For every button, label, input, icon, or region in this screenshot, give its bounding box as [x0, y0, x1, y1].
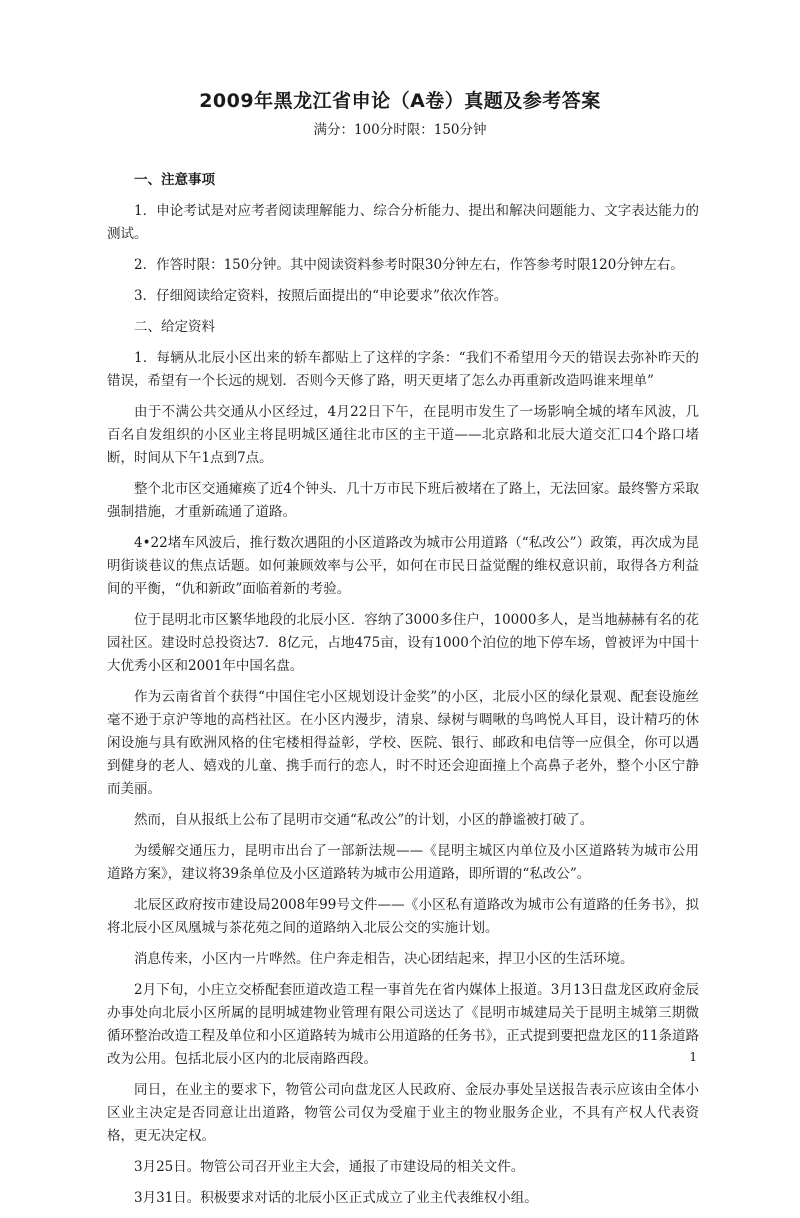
- document-subtitle: 满分：100分时限：150分钟: [313, 122, 487, 138]
- note-paragraph: 2．作答时限：150分钟。其中阅读资料参考时限30分钟左右，作答参考时限120分钟左右。: [134, 257, 684, 273]
- material-paragraph: 同日，在业主的要求下，物管公司向盘龙区人民政府、金辰办事处呈送报告表示应该由全体小区业主决定是否同意让出道路，物管公司仅为受雇于业主的物业服务企业，不具有产权人代表资格，更无决定权。: [107, 1082, 699, 1144]
- page-number: 1: [689, 1050, 697, 1064]
- note-paragraph: 1．申论考试是对应考者阅读理解能力、综合分析能力、提出和解决问题能力、文字表达能力的测试。: [107, 203, 699, 242]
- material-paragraph: 作为云南省首个获得“中国住宅小区规划设计金奖”的小区，北辰小区的绿化景观、配套设施丝毫不逊于京沪等地的高档社区。在小区内漫步，清泉、绿树与啁啾的鸟鸣悦人耳目，设计精巧的休闲设施与具有欧洲风格的住宅楼相得益彰，学校、医院、银行、邮政和电信等一应俱全，你可以遇到健身的老人、嬉戏的儿童、携手而行的恋人，时不时还会迎面撞上个高鼻子老外，整个小区宁静而美丽。: [107, 689, 699, 797]
- section-heading-materials: 二、给定资料: [134, 319, 215, 335]
- material-paragraph: 3月25日。物管公司召开业主大会，通报了市建设局的相关文件。: [134, 1159, 525, 1175]
- material-paragraph: 整个北市区交通瘫痪了近4个钟头．几十万市民下班后被堵在了路上，无法回家。最终警方采取强制措施，才重新疏通了道路。: [107, 481, 699, 520]
- section-heading-notes: 一、注意事项: [134, 172, 215, 188]
- note-paragraph: 3．仔细阅读给定资料，按照后面提出的“申论要求”依次作答。: [134, 288, 508, 304]
- material-paragraph: 2月下旬，小庄立交桥配套匝道改造工程一事首先在省内媒体上报道。3月13日盘龙区政府金辰办事处向北辰小区所属的昆明城建物业管理有限公司送达了《昆明市城建局关于昆明主城第三期微循环整治改造工程及单位和小区道路转为城市公用道路的任务书》，正式提到要把盘龙区的11条道路改为公用。包括北辰小区内的北辰南路西段。: [107, 982, 699, 1067]
- material-paragraph: 1．每辆从北辰小区出来的轿车都贴上了这样的字条：“我们不希望用今天的错误去弥补昨天的错误，希望有一个长远的规划．否则今天修了路，明天更堵了怎么办再重新改造吗谁来埋单”: [107, 350, 699, 389]
- material-paragraph: 3月31日。积极要求对话的北辰小区正式成立了业主代表维权小组。: [134, 1190, 538, 1206]
- material-paragraph: 为缓解交通压力，昆明市出台了一部新法规——《昆明主城区内单位及小区道路转为城市公用道路方案》，建议将39条单位及小区道路转为城市公用道路，即所谓的“私改公”。: [107, 843, 699, 882]
- material-paragraph: 消息传来，小区内一片哗然。住户奔走相告，决心团结起来，捍卫小区的生活环境。: [134, 951, 634, 967]
- material-paragraph: 然而，自从报纸上公布了昆明市交通“私改公”的计划，小区的静谧被打破了。: [134, 812, 594, 828]
- document-title: 2009年黑龙江省申论（A卷）真题及参考答案: [199, 90, 601, 112]
- material-paragraph: 由于不满公共交通从小区经过，4月22日下午，在昆明市发生了一场影响全城的堵车风波，几百名自发组织的小区业主将昆明城区通往北市区的主干道——北京路和北辰大道交汇口4个路口堵断，时间从下午1点到7点。: [107, 404, 699, 466]
- document-body: [107, 169, 699, 1218]
- material-paragraph: 4•22堵车风波后，推行数次遇阻的小区道路改为城市公用道路（“私改公”）政策，再次成为昆明街谈巷议的焦点话题。如何兼顾效率与公平，如何在市民日益觉醒的维权意识前，取得各方利益间的平衡，“仇和新政”面临着新的考验。: [107, 535, 699, 597]
- material-paragraph: 位于昆明北市区繁华地段的北辰小区．容纳了3000多住户，10000多人，是当地赫赫有名的花园社区。建设时总投资达7．8亿元，占地475亩，设有1000个泊位的地下停车场，曾被评为中国十大优秀小区和2001年中国名盘。: [107, 612, 699, 674]
- material-paragraph: 北辰区政府按市建设局2008年99号文件——《小区私有道路改为城市公有道路的任务书》，拟将北辰小区凤凰城与茶花苑之间的道路纳入北辰公交的实施计划。: [107, 897, 699, 936]
